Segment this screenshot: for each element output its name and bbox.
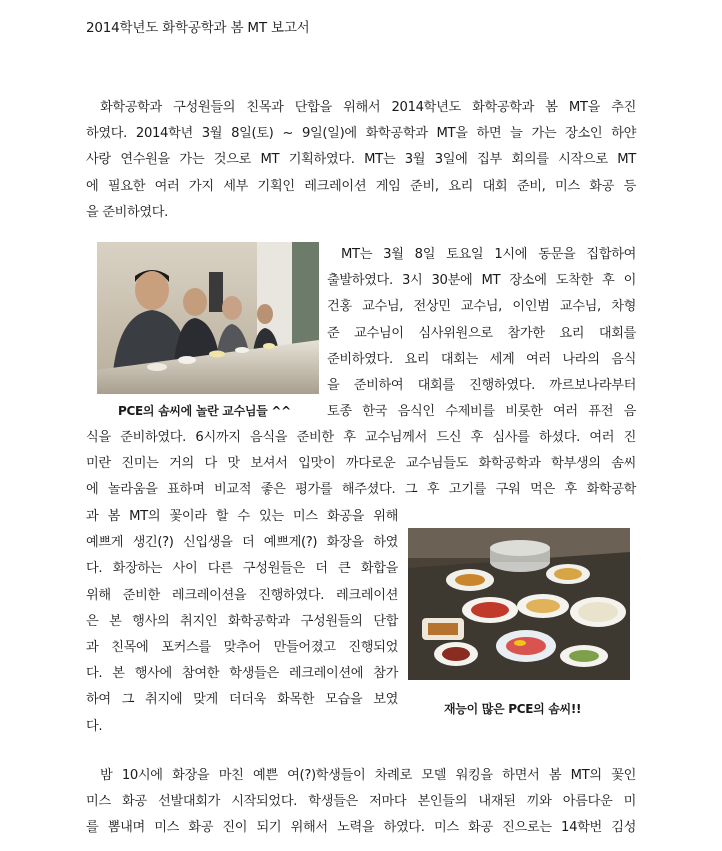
text-line: 다. 화장하는 사이 다른 구성원들은 더 큰 화합을	[86, 561, 398, 577]
text-line: 출발하였다. 3시 30분에 MT 장소에 도착한 후 이	[327, 273, 636, 289]
text-line: 위해 준비한 레크레이션을 진행하였다. 레크레이션	[86, 587, 398, 603]
text-line: 은 본 행사의 취지인 화학공학과 구성원들의 단합	[86, 613, 398, 629]
paragraph-intro	[86, 95, 636, 226]
text-line: 를 뽐내며 미스 화공 진이 되기 위해서 노력을 하였다. 미스 화공 진으로는 14학번 김성	[86, 820, 636, 836]
text-line: 하여 그 취지에 맞게 더더욱 화목한 모습을 보였	[86, 692, 398, 708]
text-line: 다. 본 행사에 참여한 학생들은 레크레이션에 참가	[86, 666, 398, 682]
text-line: 화학공학과 구성원들의 친목과 단합을 위해서 2014학년도 화학공학과 봄 MT을 추진	[100, 100, 636, 115]
text-line: 건홍 교수님, 전상민 교수님, 이인범 교수님, 차형	[327, 299, 636, 315]
paragraph-miss-contest	[86, 763, 636, 842]
text-line: 사랑 연수원을 가는 것으로 MT 기획하였다. MT는 3월 3일에 집부 회의를 시작으로 MT	[86, 152, 636, 168]
text-line: 하였다. 2014학년 3월 8일(토) ~ 9일(일)에 화학공학과 MT을 하면 늘 가는 장소인 하얀	[86, 126, 636, 142]
paragraph-cooking-full	[86, 425, 636, 504]
photo-food-image	[408, 528, 630, 680]
text-line: 과 친목에 포커스를 맞추어 만들어졌고 진행되었	[86, 640, 398, 656]
caption-food: 재능이 많은 PCE의 솜씨!!	[444, 702, 582, 716]
text-line: 다.	[86, 718, 103, 734]
text-line: MT는 3월 8일 토요일 1시에 동문을 집합하여	[341, 247, 636, 262]
text-line: 미란 진미는 거의 다 맛 보셔서 입맛이 까다로운 교수님들도 화학공학과 학부생의 솜씨	[86, 456, 636, 472]
photo-professors	[97, 242, 319, 394]
text-line: 에 놀라움을 표하며 비교적 좋은 평가를 해주셨다. 그 후 고기를 구워 먹은 후 화학공학	[86, 482, 636, 498]
photo-professors-image	[97, 242, 319, 394]
text-line: 미스 화공 선발대회가 시작되었다. 학생들은 저마다 본인들의 내재된 끼와 아름다운 미	[86, 794, 636, 810]
text-line: 밤 10시에 화장을 마친 예쁜 여(?)학생들이 차례로 모델 워킹을 하면서 봄 MT의 꽃인	[100, 768, 636, 783]
photo-food	[408, 528, 630, 680]
text-line: 예쁘게 생긴(?) 신입생을 더 예쁘게(?) 화장을 하였	[86, 535, 398, 551]
text-line: 을 준비하여 대회를 진행하였다. 까르보나라부터	[327, 378, 636, 394]
text-line: 과 봄 MT의 꽃이라 할 수 있는 미스 화공을 위해	[86, 509, 398, 524]
caption-professors: PCE의 솜씨에 놀란 교수님들 ^^	[118, 404, 291, 418]
paragraph-cooking-side	[327, 242, 636, 425]
document-title: 2014학년도 화학공학과 봄 MT 보고서	[86, 20, 310, 36]
text-line: 준비하였다. 요리 대회는 세계 여러 나라의 음식	[327, 351, 636, 367]
text-line: 식을 준비하였다. 6시까지 음식을 준비한 후 교수님께서 드신 후 심사를 하셨다. 여러 진	[86, 430, 636, 445]
text-line: 토종 한국 음식인 수제비를 비롯한 여러 퓨전 음	[327, 404, 636, 420]
text-line: 준 교수님이 심사위원으로 참가한 요리 대회를	[327, 325, 636, 341]
text-line: 에 필요한 여러 가지 세부 기획인 레크레이션 게임 준비, 요리 대회 준비, 미스 화공 등	[86, 178, 636, 194]
text-line: 을 준비하였다.	[86, 204, 169, 220]
paragraph-recreation	[86, 504, 398, 740]
